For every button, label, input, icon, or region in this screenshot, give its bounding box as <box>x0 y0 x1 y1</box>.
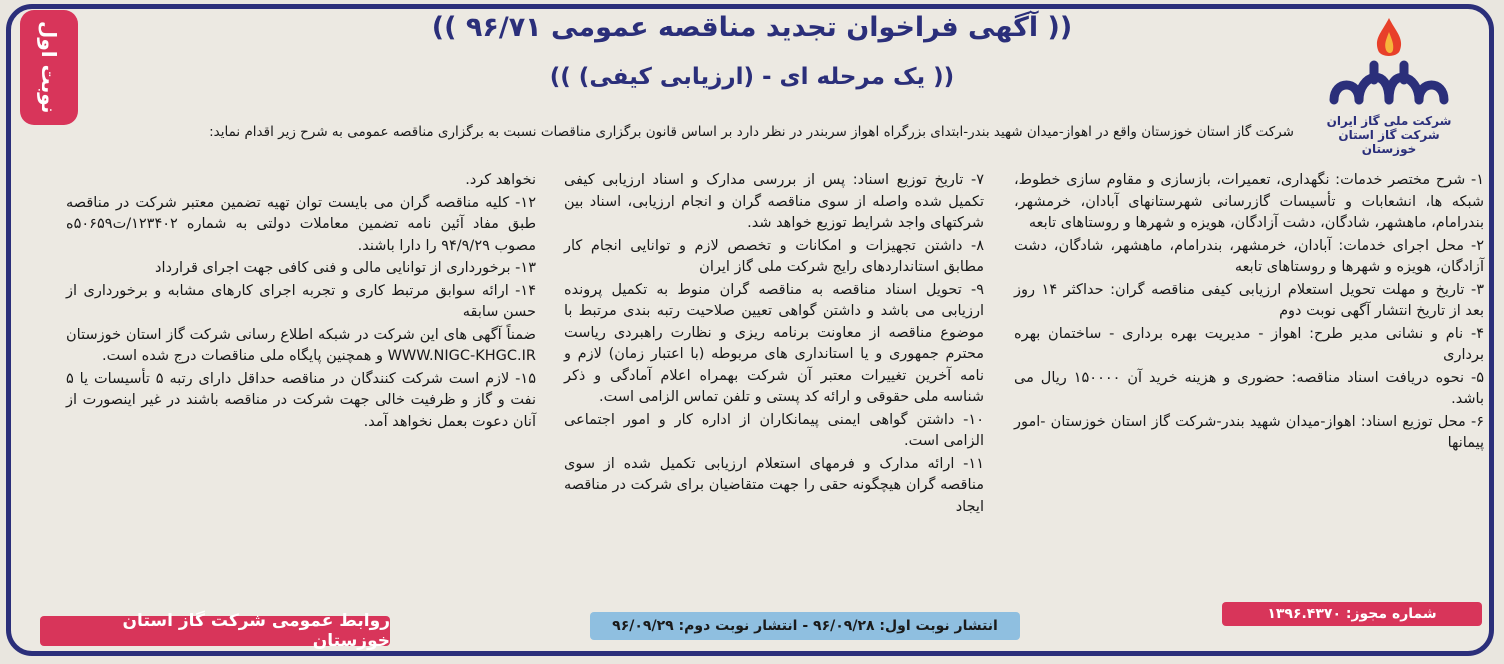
first-issue-badge: نوبت اول <box>20 10 78 125</box>
clause: ۵- نحوه دریافت اسناد مناقصه: حضوری و هزینه خرید آن ۱۵۰۰۰۰ ریال می باشد. <box>1014 369 1485 407</box>
company-logo <box>1314 10 1464 156</box>
column-middle <box>564 170 984 600</box>
clause: نخواهد کرد. <box>465 172 536 188</box>
clause: ۸- داشتن تجهیزات و امکانات و تخصص لازم و توانایی انجام کار مطابق استانداردهای رایج شرکت ملی گاز ایران <box>564 237 984 275</box>
gas-flame-logo-icon <box>1314 10 1464 110</box>
ad-subtitle: (( یک مرحله ای - (ارزیابی کیفی) )) <box>549 64 955 90</box>
clause: ۱۴- ارائه سوابق مرتبط کاری و تجربه اجرای کارهای مشابه و برخورداری از حسن سابقه <box>66 282 536 320</box>
intro-text: شرکت گاز استان خوزستان واقع در اهواز-میدان شهید بندر-ابتدای بزرگراه اهواز سربندر در نظر دارد بر اساس قانون برگزاری مناقصات نسبت به برگزاری مناقصه عمومی به شرح زیر اقدام نماید: <box>209 124 1294 140</box>
clause: ۱۵- لازم است شرکت کنندگان در مناقصه حداقل دارای رتبه ۵ تأسیسات یا ۵ نفت و گاز و ظرفیت خالی جهت شرکت در مناقصه باشند در غیر اینصورت از آنان دعوت بعمل نخواهد آمد. <box>66 370 536 430</box>
permit-number: شماره مجوز: ۱۳۹۶.۴۳۷۰ <box>1222 602 1482 626</box>
clause: ۱- شرح مختصر خدمات: نگهداری، تعمیرات، بازسازی و مقاوم سازی خطوط، شبکه ها، انشعابات و تأسیسات گازرسانی شهرستانهای آبادان، خرمشهر، بندرامام، ماهشهر، شادگان، دشت آزادگان، هویزه و شهرها و روستاهای تابعه <box>1014 172 1484 231</box>
clause: ۱۱- ارائه مدارک و فرمهای استعلام ارزیابی تکمیل شده از سوی مناقصه گران هیچگونه حقی را جهت متقاضیان برای شرکت در مناقصه ایجاد <box>564 455 984 515</box>
clause: ۲- محل اجرای خدمات: آبادان، خرمشهر، بندرامام، ماهشهر، شادگان، دشت آزادگان، هویزه و شهرها و روستاهای تابعه <box>1014 237 1484 275</box>
clause: ۳- تاریخ و مهلت تحویل استعلام ارزیابی کیفی مناقصه گران: حداکثر ۱۴ روز بعد از تاریخ انتشار آگهی نوبت دوم <box>1014 281 1484 319</box>
clause: ضمناً آگهی های این شرکت در شبکه اطلاع رسانی شرکت گاز استان خوزستان WWW.NIGC-KHGC.IR و همچنین پایگاه ملی مناقصات درج شده است. <box>66 326 536 364</box>
clause: ۱۳- برخورداری از توانایی مالی و فنی کافی جهت اجرای قرارداد <box>155 260 536 276</box>
ad-title: (( آگهی فراخوان تجدید مناقصه عمومی ۹۶/۷۱ )) <box>431 12 1073 43</box>
public-relations-label: روابط عمومی شرکت گاز استان خوزستان <box>40 616 390 646</box>
logo-line1: شرکت ملی گاز ایران <box>1326 114 1452 128</box>
clause: ۷- تاریخ توزیع اسناد: پس از بررسی مدارک و اسناد ارزیابی کیفی تکمیل شده واصله از سوی مناقصه گران و انجام ارزیابی، اسناد بین شرکتهای واجد شرایط توزیع خواهد شد. <box>564 172 984 231</box>
logo-line2: شرکت گاز استان خوزستان <box>1338 128 1440 156</box>
column-right <box>1014 170 1484 600</box>
column-left <box>66 170 536 600</box>
clause: ۱۰- داشتن گواهی ایمنی پیمانکاران از اداره کار و امور اجتماعی الزامی است. <box>564 411 984 449</box>
clause: ۹- تحویل اسناد مناقصه به مناقصه گران منوط به تکمیل پرونده ارزیابی می باشد و داشتن گواهی تعیین صلاحیت رتبه بندی مرتبط با موضوع مناقصه از معاونت برنامه ریزی و نظارت راهبردی ریاست محترم جمهوری و یا استانداری های مربوطه (با اعتبار زمان) لازم و نامه آخرین تغییرات معتبر آن شرکت بهمراه اعلام آمادگی و ذکر شناسه ملی حقوقی و ارائه کد پستی و تلفن تماس الزامی است. <box>564 281 984 405</box>
clause: ۶- محل توزیع اسناد: اهواز-میدان شهید بندر-شرکت گاز استان خوزستان -امور پیمانها <box>1014 413 1484 451</box>
publish-dates: انتشار نوبت اول: ۹۶/۰۹/۲۸ - انتشار نوبت دوم: ۹۶/۰۹/۲۹ <box>590 612 1020 640</box>
clause: ۱۲- کلیه مناقصه گران می بایست توان تهیه تضمین معتبر شرکت در مناقصه طبق مفاد آئین نامه تضمین معاملات دولتی به شماره ۱۲۳۴۰۲/ت۵۰۶۵۹ه مصوب ۹۴/۹/۲۹ را دارا باشند. <box>66 194 536 254</box>
clause: ۴- نام و نشانی مدیر طرح: اهواز - مدیریت بهره برداری - ساختمان بهره برداری <box>1014 325 1484 363</box>
